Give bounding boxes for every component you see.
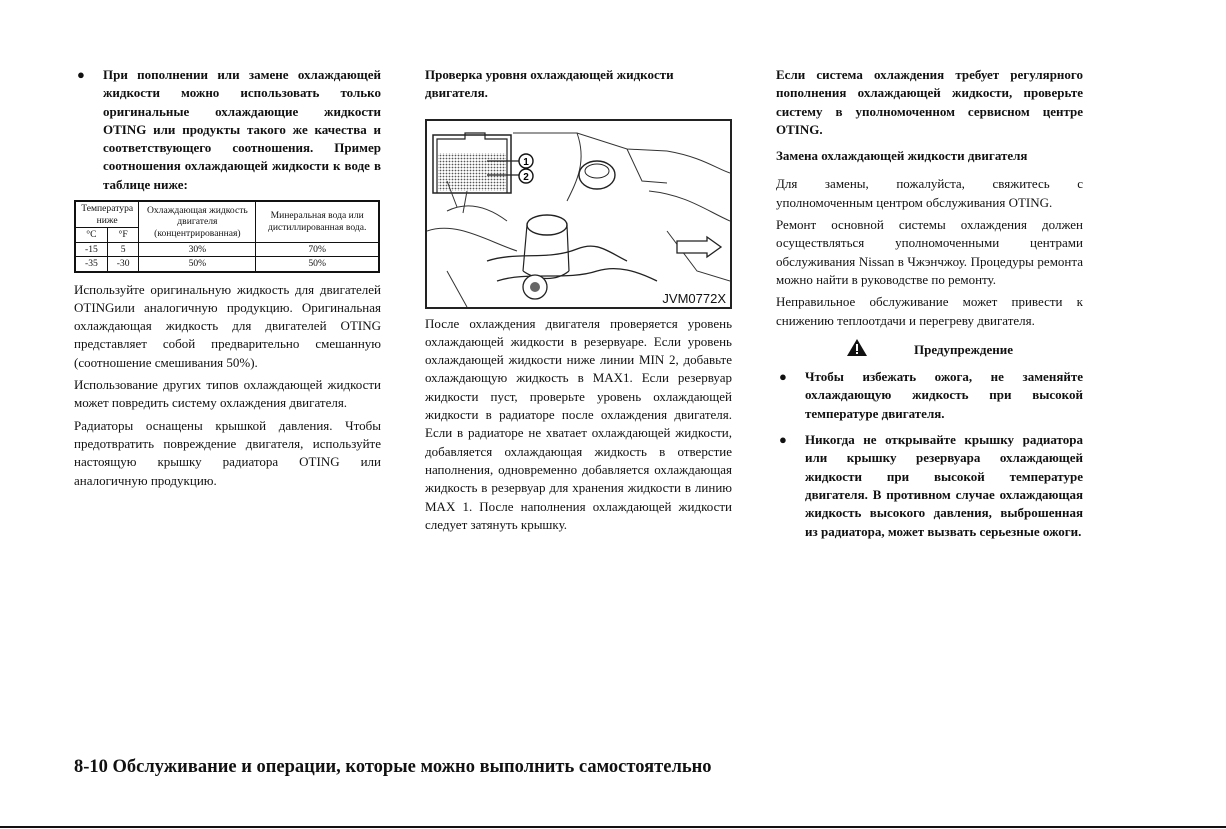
- table-row: [75, 257, 379, 272]
- column-2: [425, 66, 732, 534]
- cell-fahrenheit: -30: [107, 257, 139, 272]
- header-celsius: °C: [75, 228, 107, 243]
- paragraph-original-coolant: Используйте оригинальную жидкость для двигателей OTINGили аналогичную продукцию. Оригинальная охлаждающая жидкость для двигателей OTING представляет собой предварительно смешанную (соотношение смешивания 50%).: [74, 281, 381, 370]
- coolant-ratio-table: [74, 200, 380, 273]
- cell-water: 70%: [256, 242, 379, 257]
- figure-code: JVM0772X: [660, 290, 728, 308]
- cell-water: 50%: [256, 257, 379, 272]
- cell-celsius: -35: [75, 257, 107, 272]
- header-water: Минеральная вода или дистиллированная вода.: [256, 201, 379, 242]
- column-1: [74, 66, 381, 490]
- section-heading-replacement: Замена охлаждающей жидкости двигателя: [776, 148, 1028, 164]
- table-row: [75, 242, 379, 257]
- paragraph-other-types: Использование других типов охлаждающей жидкости может повредить систему охлаждения двигателя.: [74, 377, 381, 411]
- paragraph-radiator-cap: Радиаторы оснащены крышкой давления. Чтобы предотвратить повреждение двигателя, используйте настоящую крышку радиатора OTING или аналогичную продукцию.: [74, 417, 381, 488]
- reservoir-figure: [425, 119, 732, 309]
- cell-fahrenheit: 5: [107, 242, 139, 257]
- paragraph-repair: Ремонт основной системы охлаждения должен осуществляться уполномоченными центрами обслуживания Nissan в Чжэнчжоу. Процедуры ремонта можно найти в руководстве по ремонту.: [776, 217, 1083, 287]
- bottom-rule: [0, 826, 1226, 828]
- bullet-list: [74, 66, 381, 194]
- callout-max-label: 1: [523, 156, 529, 168]
- paragraph-regular-refill: Если система охлаждения требует регулярного пополнения охлаждающей жидкости, проверьте систему в уполномоченном сервисном центре OTING.: [776, 67, 1083, 137]
- coolant-requirement-bullet: ● При пополнении или замене охлаждающей жидкости можно использовать только оригинальные охлаждающие жидкости OTING или продукты такого же качества и соответствующего соотношения. Пример соотношения охлаждающей жидкости к воде в таблице ниже:: [74, 66, 381, 194]
- cell-coolant: 30%: [139, 242, 256, 257]
- cell-coolant: 50%: [139, 257, 256, 272]
- warning-title: Предупреждение: [913, 341, 1014, 357]
- header-coolant: Охлаждающая жидкость двигателя (концентрированная): [139, 201, 256, 242]
- cell-celsius: -15: [75, 242, 107, 257]
- warning-header: [776, 338, 1083, 362]
- section-heading-check-level: Проверка уровня охлаждающей жидкости двигателя.: [425, 67, 674, 101]
- header-fahrenheit: °F: [107, 228, 139, 243]
- column-3: [776, 66, 1083, 541]
- paragraph-improper-service: Неправильное обслуживание может привести к снижению теплоотдачи и перегреву двигателя.: [776, 294, 1083, 328]
- callout-min-label: 2: [523, 171, 529, 183]
- warning-item: ● Чтобы избежать ожога, не заменяйте охлаждающую жидкость при высокой температуре двигателя.: [776, 368, 1083, 423]
- table-header-row: [75, 201, 379, 228]
- header-temperature: Температура ниже: [75, 201, 139, 228]
- warning-item: ● Никогда не открывайте крышку радиатора или крышку резервуара охлаждающей жидкости при высокой температуре двигателя. В противном случае охлаждающая жидкость высокого давления, выброшенная из радиатора, может вызвать серьезные ожоги.: [776, 431, 1083, 541]
- warning-icon: [846, 338, 868, 362]
- warning-list: [776, 368, 1083, 541]
- paragraph-check-procedure: После охлаждения двигателя проверяется уровень охлаждающей жидкости в резервуаре. Если уровень охлаждающей жидкости ниже линии MIN 2, добавьте охлаждающую жидкость в MAX1. Если резервуар жидкости пуст, проверьте уровень охлаждающей жидкости в радиаторе после охлаждения двигателя. Если в радиаторе не хватает охлаждающей жидкости, добавляется охлаждающая жидкость в отверстие наполнения, одновременно добавляется охлаждающая жидкость в резервуар для хранения жидкости в линию MAX 1. После наполнения охлаждающей жидкости следует затянуть крышку.: [425, 315, 732, 532]
- paragraph-contact-center: Для замены, пожалуйста, свяжитесь с уполномоченным центром обслуживания OTING.: [776, 176, 1083, 210]
- page-footer: 8-10 Обслуживание и операции, которые можно выполнить самостоятельно: [74, 757, 712, 777]
- engine-bay-illustration: [427, 121, 730, 307]
